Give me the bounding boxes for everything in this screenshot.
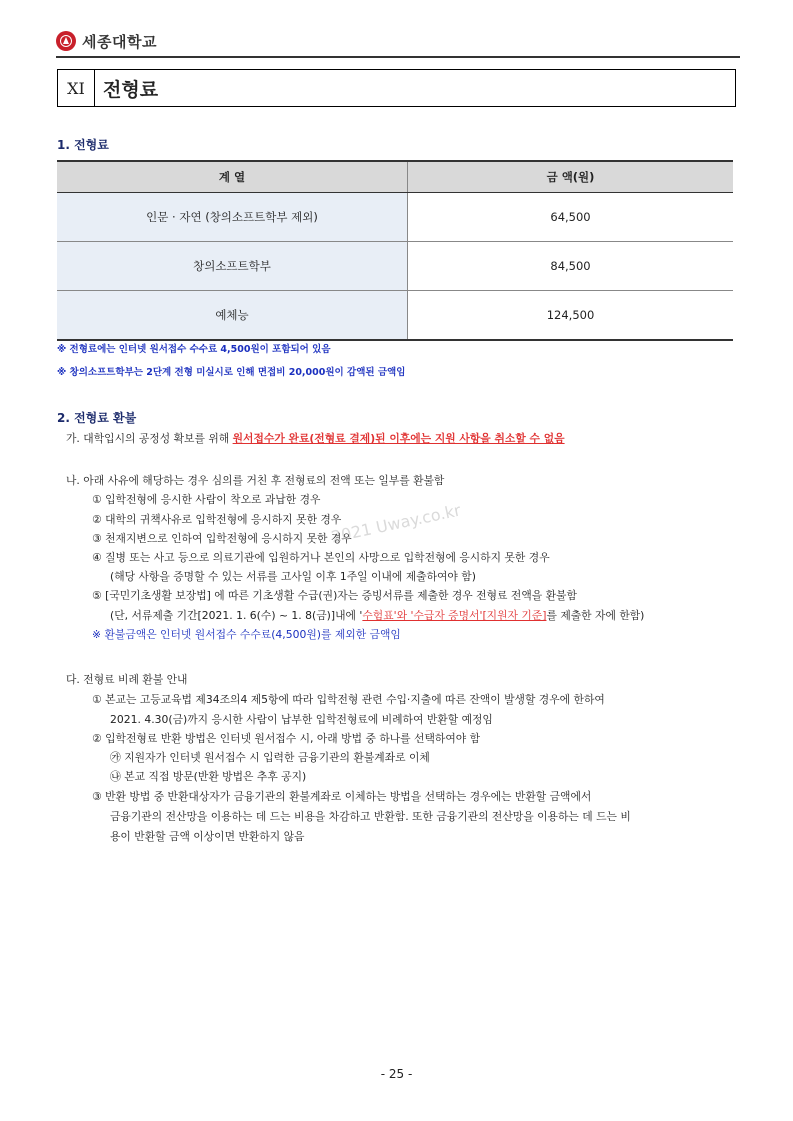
refund-na-note: ※ 환불금액은 인터넷 원서접수 수수료(4,500원)를 제외한 금액임 <box>92 628 401 641</box>
table-row <box>57 193 733 242</box>
fee-heading: 1. 전형료 <box>57 138 109 152</box>
refund-na-item-4-sub: (해당 사항을 증명할 수 있는 서류를 고사일 이후 1주일 이내에 제출하여야 함) <box>110 570 476 583</box>
section-title: 전형료 <box>103 78 159 101</box>
refund-heading: 2. 전형료 환불 <box>57 411 137 425</box>
refund-da-item-2-b: ㉯ 본교 직접 방문(반환 방법은 추후 공지) <box>110 770 307 783</box>
header-divider <box>56 56 740 58</box>
refund-da-item-3-line1: ③ 반환 방법 중 반환대상자가 금융기관의 환불계좌로 이체하는 방법을 선택하는 경우에는 반환할 금액에서 <box>92 790 592 803</box>
refund-da-item-1-line2: 2021. 4.30(금)까지 응시한 사람이 납부한 입학전형료에 비례하여 반환할 예정임 <box>110 713 493 726</box>
amount-cell: 64,500 <box>408 193 734 242</box>
university-name: 세종대학교 <box>82 32 157 51</box>
amount-cell: 124,500 <box>408 291 734 341</box>
dept-cell: 인문 · 자연 (창의소프트학부 제외) <box>57 193 408 242</box>
dept-cell: 창의소프트학부 <box>57 242 408 291</box>
refund-na-item-2: ② 대학의 귀책사유로 입학전형에 응시하지 못한 경우 <box>92 513 342 526</box>
amount-cell: 84,500 <box>408 242 734 291</box>
refund-na-item-4: ④ 질병 또는 사고 등으로 의료기관에 입원하거나 본인의 사망으로 입학전형에 응시하지 못한 경우 <box>92 551 550 564</box>
refund-na-item-3: ③ 천재지변으로 인하여 입학전형에 응시하지 못한 경우 <box>92 532 352 545</box>
table-header-row <box>57 161 733 193</box>
section-number: XI <box>58 70 95 106</box>
na5-sub-b: 를 제출한 자에 한함) <box>546 609 645 622</box>
refund-na-item-1: ① 입학전형에 응시한 사람이 착오로 과납한 경우 <box>92 493 321 506</box>
table-row <box>57 291 733 341</box>
section-title-box <box>57 69 736 107</box>
refund-da-item-2-a: ㉮ 지원자가 인터넷 원서접수 시 입력한 금융기관의 환불계좌로 이체 <box>110 751 430 764</box>
refund-da-item-3-line3: 용이 반환할 금액 이상이면 반환하지 않음 <box>110 830 305 843</box>
refund-da-item-3-line2: 금융기관의 전산망을 이용하는 데 드는 비용을 차감하고 반환함. 또한 금융기관의 전산망을 이용하는 데 드는 비 <box>110 810 631 823</box>
university-logo-icon <box>56 31 76 51</box>
dept-cell: 예체능 <box>57 291 408 341</box>
na5-sub-red: 수험표'와 '수급자 증명서'[지원자 기준] <box>362 609 547 622</box>
watermark: 2021 Uway.co.kr <box>329 500 463 547</box>
table-row <box>57 242 733 291</box>
refund-na-item-5-sub <box>110 608 644 623</box>
refund-da-title: 다. 전형료 비례 환불 안내 <box>66 673 188 686</box>
page-number: - 25 - <box>380 1067 413 1081</box>
refund-na-item-5: ⑤ [국민기초생활 보장법] 에 따른 기초생활 수급(권)자는 증빙서류를 제출한 경우 전형료 전액을 환불함 <box>92 589 577 602</box>
refund-da-item-2: ② 입학전형료 반환 방법은 인터넷 원서접수 시, 아래 방법 중 하나를 선택하여야 함 <box>92 732 481 745</box>
page-header <box>56 28 157 54</box>
refund-ga-warning: 원서접수가 완료(전형료 결제)된 이후에는 지원 사항을 취소할 수 없음 <box>232 432 565 445</box>
fee-note-1: ※ 전형료에는 인터넷 원서접수 수수료 4,500원이 포함되어 있음 <box>57 344 331 355</box>
refund-ga <box>66 431 565 446</box>
col-dept-header: 계 열 <box>57 161 408 193</box>
na5-sub-a: (단, 서류제출 기간[2021. 1. 6(수) ~ 1. 8(금)]내에 ' <box>110 609 363 622</box>
fee-table <box>57 160 733 341</box>
refund-ga-prefix: 가. 대학입시의 공정성 확보를 위해 <box>66 432 233 445</box>
refund-da-item-1-line1: ① 본교는 고등교육법 제34조의4 제5항에 따라 입학전형 관련 수입·지출에 따른 잔액이 발생할 경우에 한하여 <box>92 693 605 706</box>
col-amount-header: 금 액(원) <box>408 161 734 193</box>
fee-note-2: ※ 창의소프트학부는 2단계 전형 미실시로 인해 면접비 20,000원이 감액된 금액임 <box>57 367 406 378</box>
refund-na-title: 나. 아래 사유에 해당하는 경우 심의를 거친 후 전형료의 전액 또는 일부를 환불함 <box>66 474 445 487</box>
